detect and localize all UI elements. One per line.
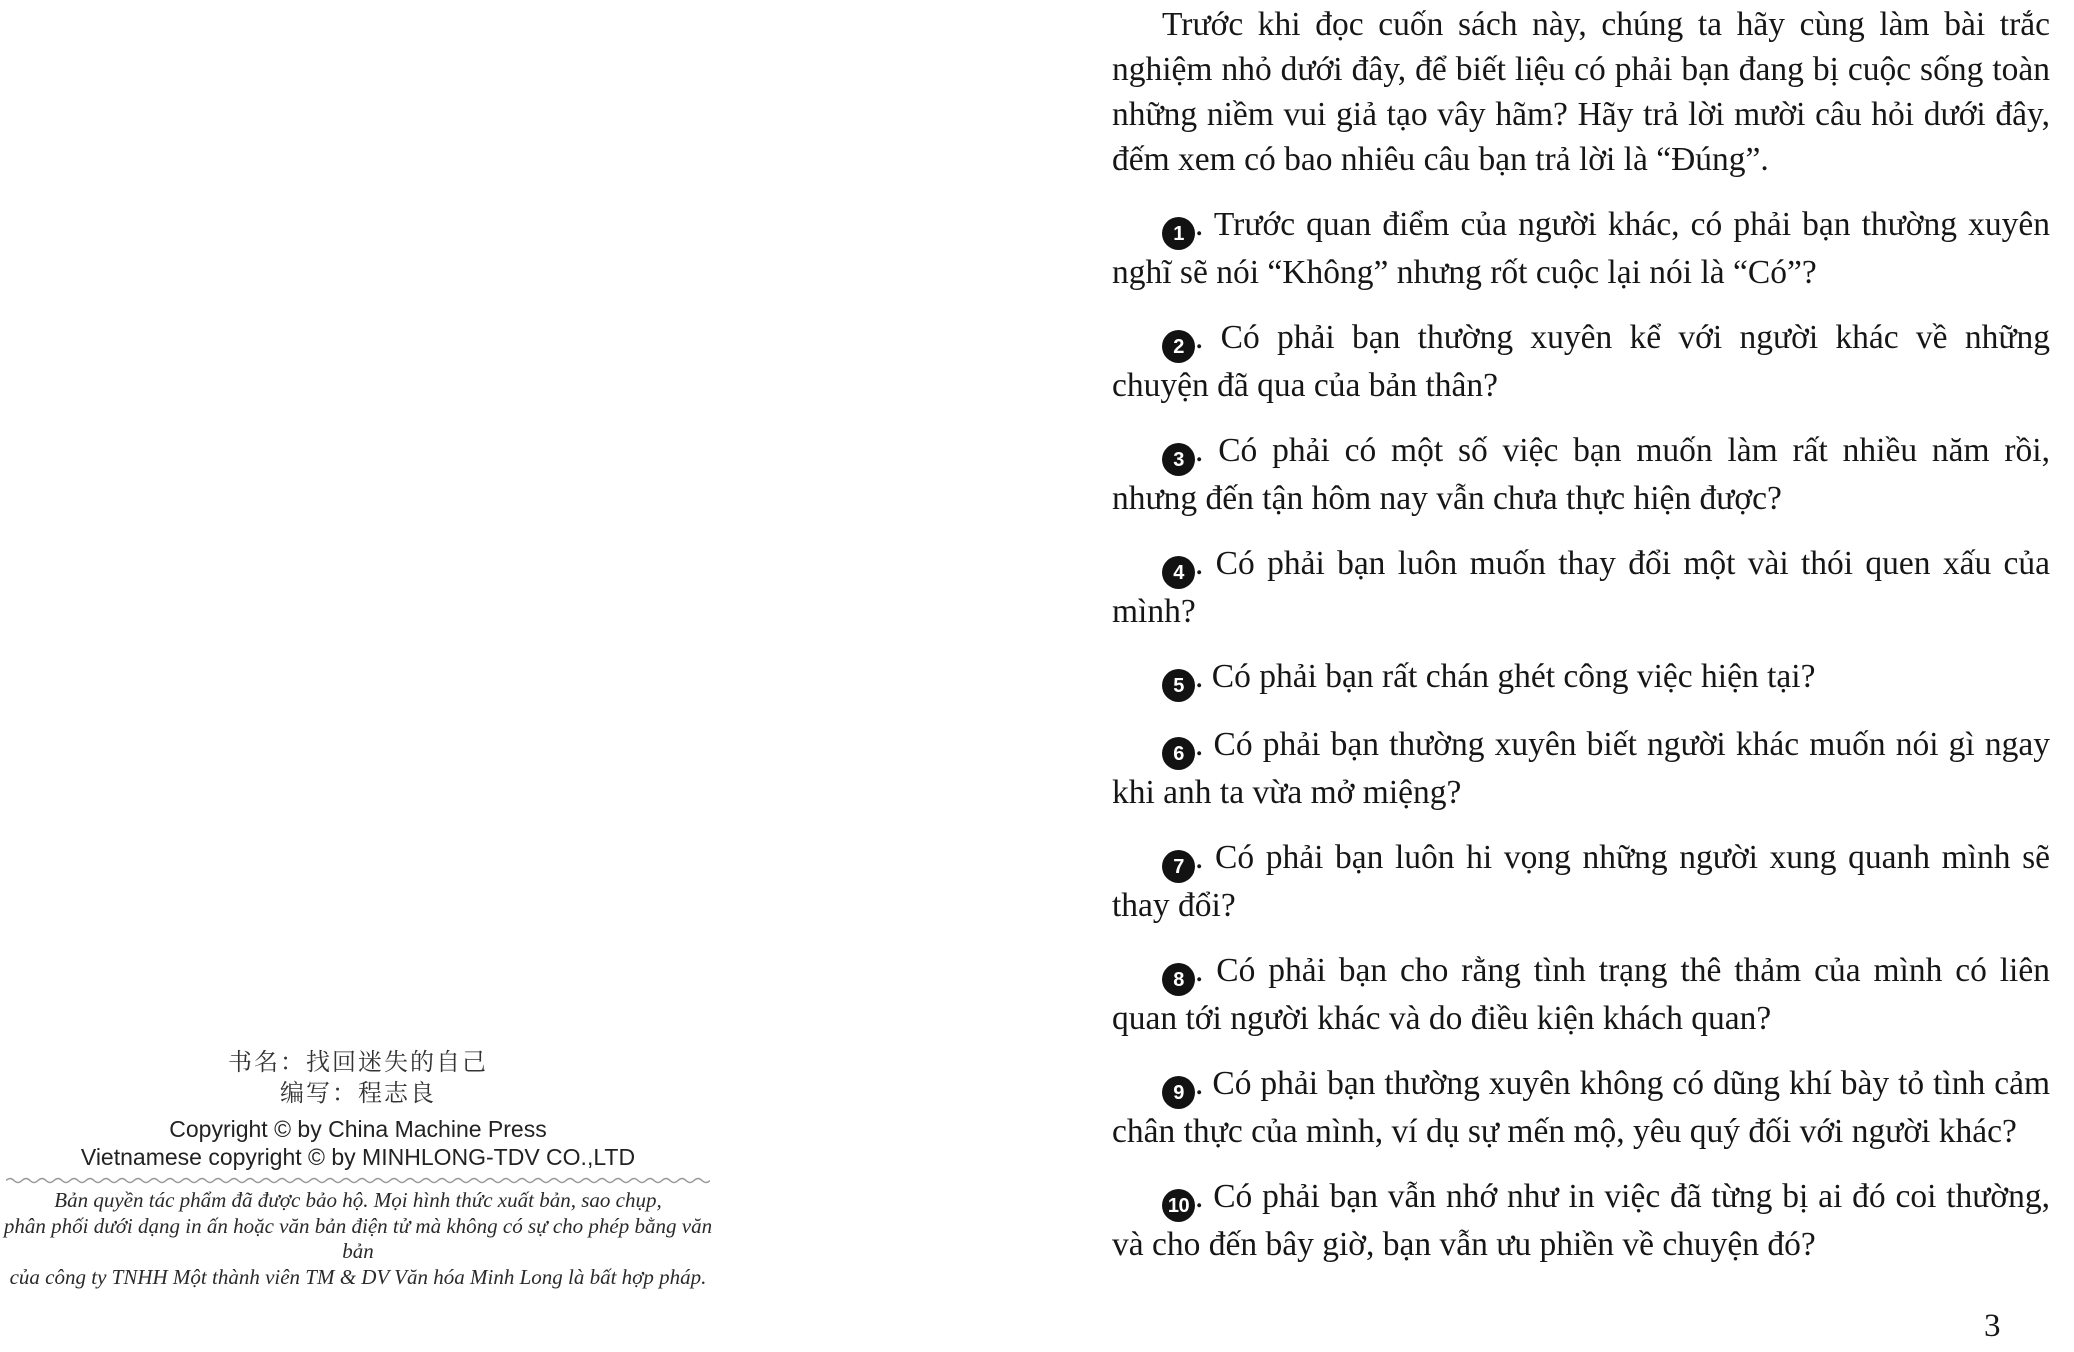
- question-text: . Có phải bạn thường xuyên biết người khác muốn nói gì ngay khi anh ta vừa mở miệng?: [1112, 726, 2050, 811]
- question-text: . Có phải bạn rất chán ghét công việc hiện tại?: [1195, 658, 1816, 695]
- wavy-divider: [2, 1176, 714, 1185]
- question-text: . Có phải bạn vẫn nhớ như in việc đã từng bị ai đó coi thường, và cho đến bây giờ, bạn vẫn ưu phiền về chuyện đó?: [1112, 1178, 2050, 1263]
- question-item: [1112, 948, 2050, 1041]
- question-item: [1112, 315, 2050, 408]
- book-title-cn: 书名：找回迷失的自己: [228, 1050, 488, 1076]
- question-text: . Có phải có một số việc bạn muốn làm rất nhiều năm rồi, nhưng đến tận hôm nay vẫn chưa thực hiện được?: [1112, 432, 2050, 517]
- quiz-text-column: [1112, 2, 2050, 1287]
- question-number-badge: 2: [1162, 330, 1195, 363]
- intro-paragraph: Trước khi đọc cuốn sách này, chúng ta hãy cùng làm bài trắc nghiệm nhỏ dưới đây, để biết liệu có phải bạn đang bị cuộc sống toàn những niềm vui giả tạo vây hãm? Hãy trả lời mười câu hỏi dưới đây, đếm xem có bao nhiêu câu bạn trả lời là “Đúng”.: [1112, 6, 2050, 178]
- question-item: [1112, 428, 2050, 521]
- page-number: 3: [1984, 1308, 2001, 1344]
- copyright-vn: Vietnamese copyright © by MINHLONG-TDV CO.,LTD: [80, 1144, 636, 1170]
- question-item: [1112, 654, 2050, 702]
- question-number-badge: 9: [1162, 1076, 1195, 1109]
- question-number-badge: 5: [1162, 669, 1195, 702]
- question-item: [1112, 202, 2050, 295]
- legal-line: Bản quyền tác phẩm đã được bảo hộ. Mọi hình thức xuất bản, sao chụp,: [54, 1188, 662, 1212]
- question-text: . Trước quan điểm của người khác, có phải bạn thường xuyên nghĩ sẽ nói “Không” nhưng rốt cuộc lại nói là “Có”?: [1112, 206, 2050, 291]
- colophon: [2, 1048, 714, 1290]
- question-item: [1112, 722, 2050, 815]
- legal-line: phân phối dưới dạng in ấn hoặc văn bản điện tử mà không có sự cho phép bằng văn bản: [3, 1213, 713, 1263]
- question-text: . Có phải bạn luôn muốn thay đổi một vài thói quen xấu của mình?: [1112, 545, 2050, 630]
- question-number-badge: 10: [1162, 1189, 1195, 1222]
- question-item: [1112, 835, 2050, 928]
- legal-line: của công ty TNHH Một thành viên TM & DV Văn hóa Minh Long là bất hợp pháp.: [9, 1264, 707, 1289]
- wavy-divider-path: [6, 1179, 710, 1183]
- question-item: [1112, 541, 2050, 634]
- question-number-badge: 3: [1162, 443, 1195, 476]
- copyright-en: Copyright © by China Machine Press: [169, 1116, 547, 1142]
- question-item: [1112, 1061, 2050, 1154]
- question-text: . Có phải bạn luôn hi vọng những người xung quanh mình sẽ thay đổi?: [1112, 839, 2050, 924]
- question-text: . Có phải bạn thường xuyên không có dũng khí bày tỏ tình cảm chân thực của mình, ví dụ sự mến mộ, yêu quý đối với người khác?: [1112, 1065, 2050, 1150]
- question-number-badge: 4: [1162, 556, 1195, 589]
- question-text: . Có phải bạn cho rằng tình trạng thê thảm của mình có liên quan tới người khác và do điều kiện khách quan?: [1112, 952, 2050, 1037]
- question-item: [1112, 1174, 2050, 1267]
- question-text: . Có phải bạn thường xuyên kể với người khác về những chuyện đã qua của bản thân?: [1112, 319, 2050, 404]
- question-number-badge: 6: [1162, 737, 1195, 770]
- question-number-badge: 1: [1162, 217, 1195, 250]
- question-number-badge: 8: [1162, 963, 1195, 996]
- author-cn: 编写：程志良: [280, 1081, 436, 1107]
- question-number-badge: 7: [1162, 850, 1195, 883]
- legal-notice: [2, 1188, 714, 1290]
